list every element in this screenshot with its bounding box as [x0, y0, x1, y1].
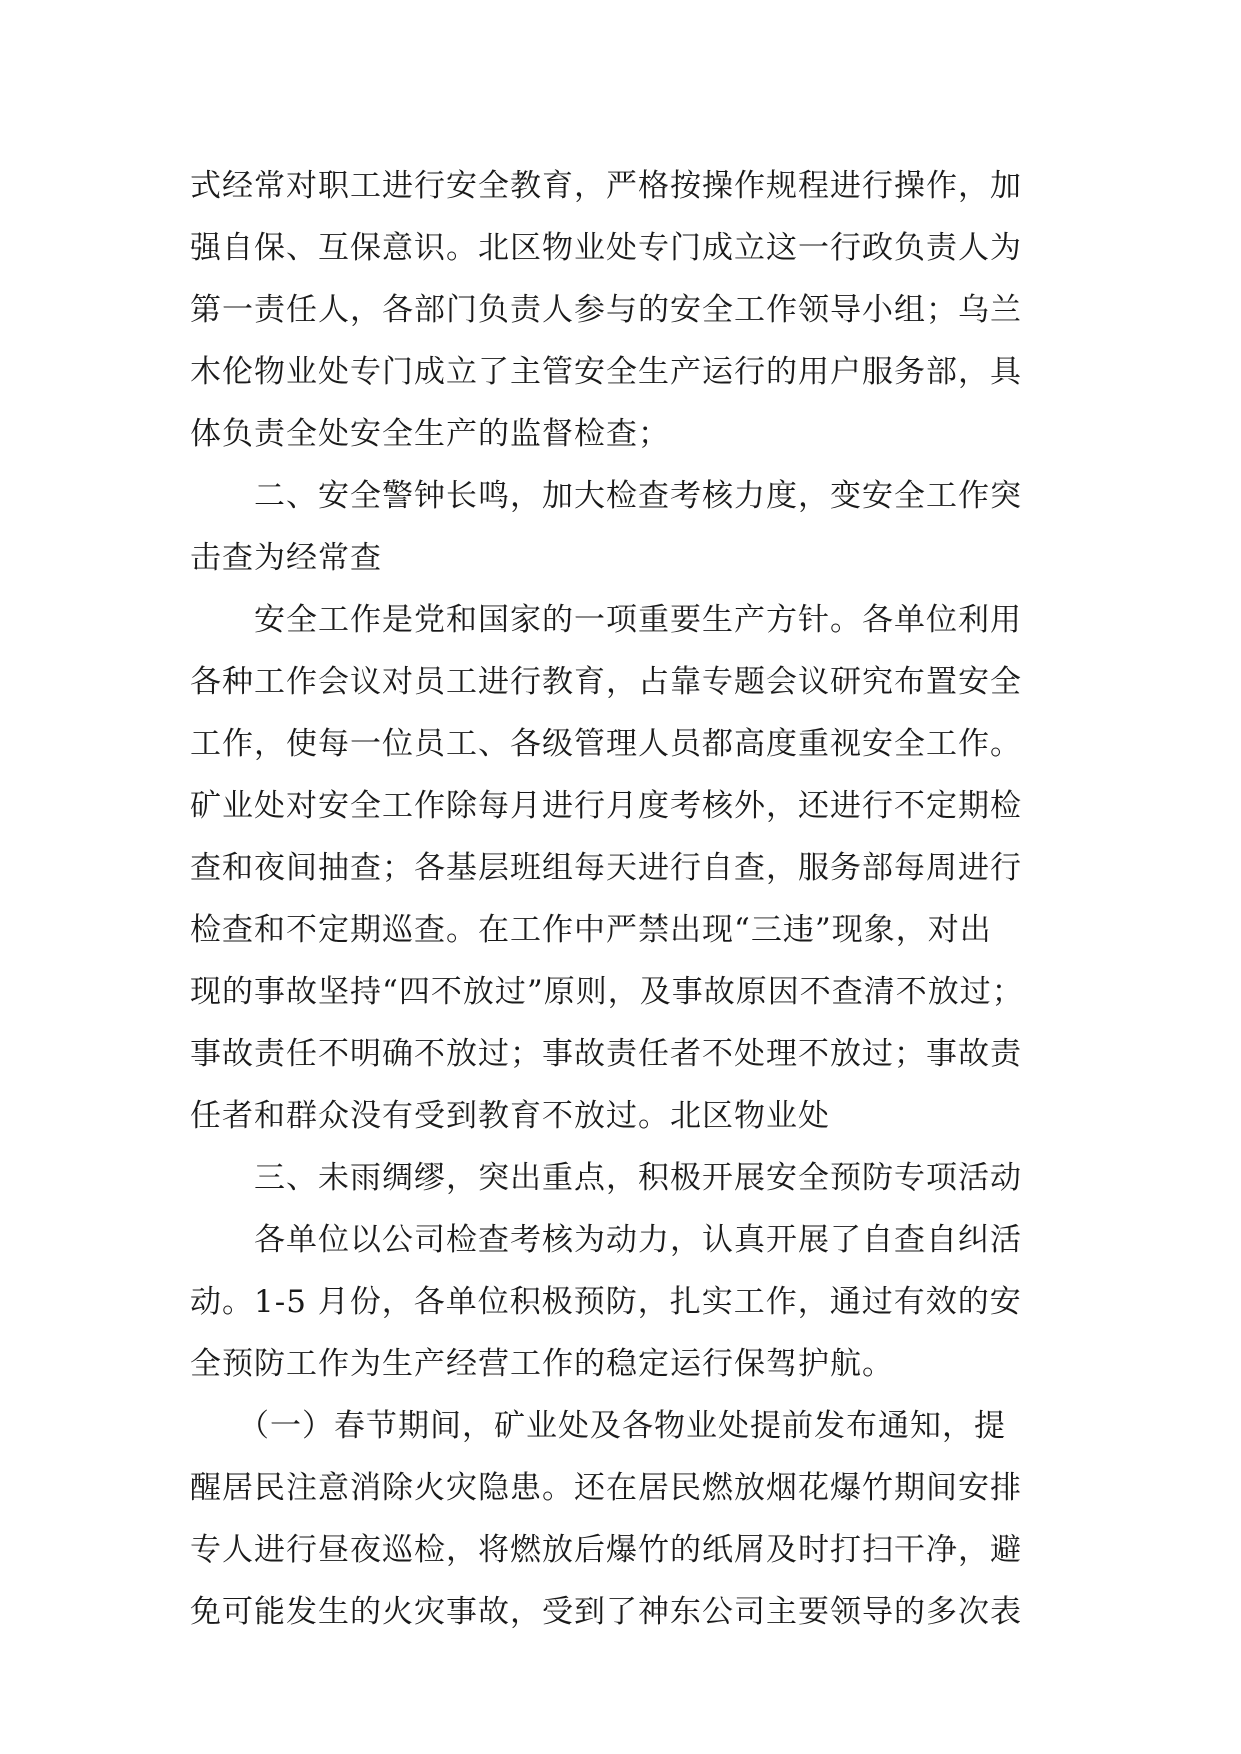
- text-line: 免可能发生的火灾事故，受到了神东公司主要领导的多次表: [190, 1594, 1022, 1630]
- text-line: 动。1-5 月份，各单位积极预防，扎实工作，通过有效的安: [190, 1284, 1022, 1320]
- text-line: 查和夜间抽查；各基层班组每天进行自查，服务部每周进行: [190, 850, 1022, 886]
- text-line: 安全工作是党和国家的一项重要生产方针。各单位利用: [254, 602, 1022, 638]
- text-line: 专人进行昼夜巡检，将燃放后爆竹的纸屑及时打扫干净，避: [190, 1532, 1022, 1568]
- section-heading-2-cont: 击查为经常查: [190, 540, 382, 576]
- section-heading-2: 二、安全警钟长鸣，加大检查考核力度，变安全工作突: [254, 478, 1022, 514]
- text-line: 任者和群众没有受到教育不放过。北区物业处: [190, 1098, 830, 1134]
- text-line: 工作，使每一位员工、各级管理人员都高度重视安全工作。: [190, 726, 1022, 762]
- text-line: 检查和不定期巡查。在工作中严禁出现“三违”现象，对出: [190, 912, 992, 948]
- text-line: 各单位以公司检查考核为动力，认真开展了自查自纠活: [254, 1222, 1022, 1258]
- text-line: 强自保、互保意识。北区物业处专门成立这一行政负责人为: [190, 230, 1022, 266]
- text-line: 矿业处对安全工作除每月进行月度考核外，还进行不定期检: [190, 788, 1022, 824]
- text-line: 现的事故坚持“四不放过”原则，及事故原因不查清不放过；: [190, 974, 1024, 1010]
- text-line: 醒居民注意消除火灾隐患。还在居民燃放烟花爆竹期间安排: [190, 1470, 1022, 1506]
- section-heading-3: 三、未雨绸缪，突出重点，积极开展安全预防专项活动: [254, 1160, 1022, 1196]
- text-line: 第一责任人，各部门负责人参与的安全工作领导小组；乌兰: [190, 292, 1022, 328]
- text-line: 各种工作会议对员工进行教育，占靠专题会议研究布置安全: [190, 664, 1022, 700]
- text-line: 事故责任不明确不放过；事故责任者不处理不放过；事故责: [190, 1036, 1022, 1072]
- text-line: 木伦物业处专门成立了主管安全生产运行的用户服务部，具: [190, 354, 1022, 390]
- text-line: 式经常对职工进行安全教育，严格按操作规程进行操作，加: [190, 168, 1022, 204]
- text-line: 全预防工作为生产经营工作的稳定运行保驾护航。: [190, 1346, 894, 1382]
- document-body: [190, 155, 1070, 1643]
- text-line: 体负责全处安全生产的监督检查；: [190, 416, 670, 452]
- subsection-heading-1: （一）春节期间，矿业处及各物业处提前发布通知，提: [238, 1408, 1006, 1444]
